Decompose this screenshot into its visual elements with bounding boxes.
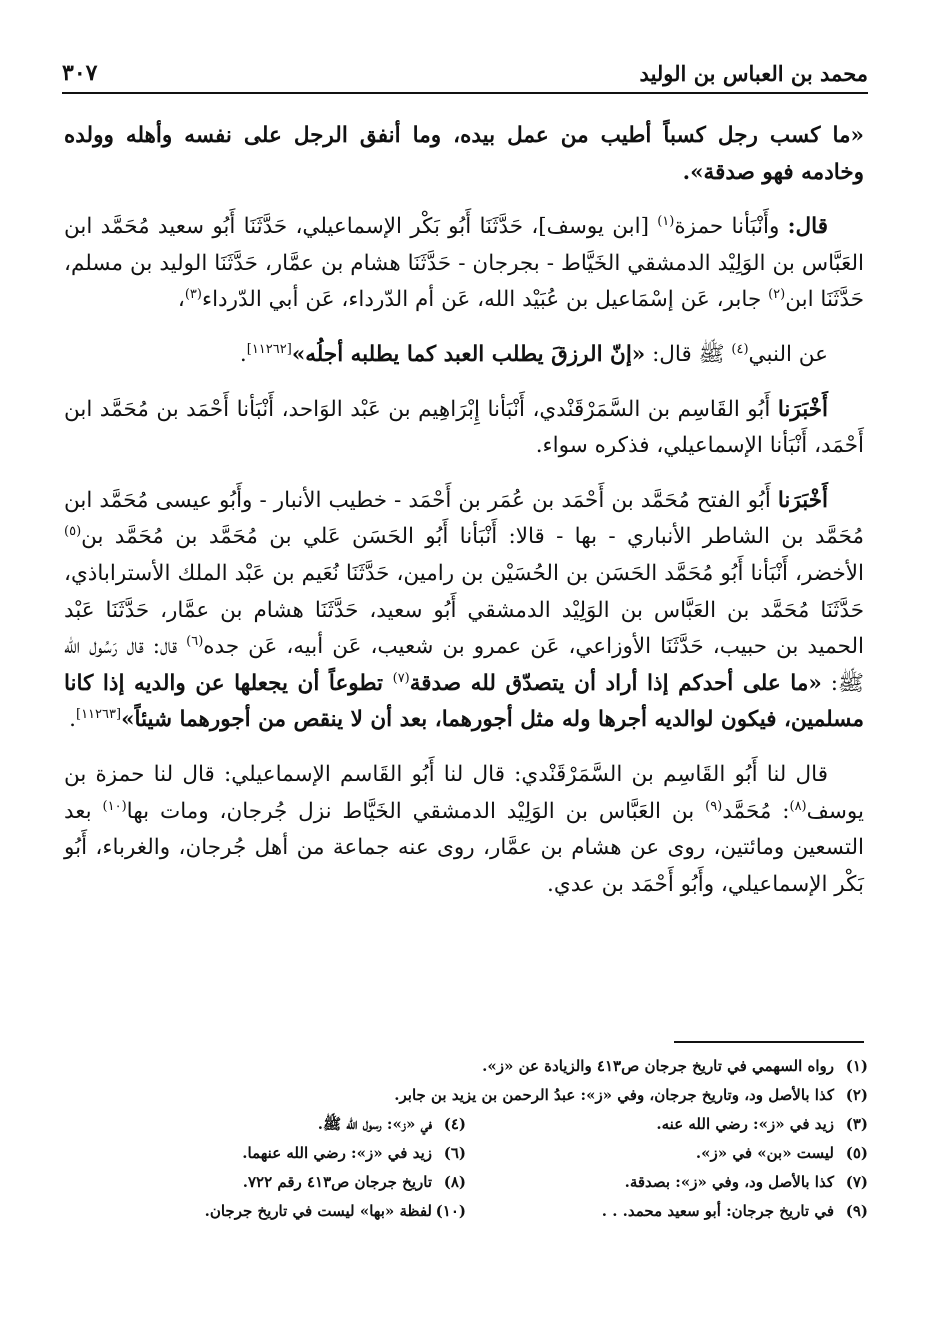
page-header [62,52,868,94]
text-span: جابر، عَن إسْمَاعيل بن عُبَيْد الله، عَن أم الدّرداء، عَن أبي الدّرداء [201,287,769,313]
footnote-ref[interactable]: (٢) [768,287,786,303]
footnote-text: في تاريخ جرجان: أبو سعيد محمد. . . [601,1202,834,1220]
footnote-separator [674,1041,864,1043]
paragraph-biography [64,757,864,903]
footnote-ref[interactable]: (٣) [184,287,202,303]
lead-word: قال: [787,214,828,240]
text-span: بعد التسعين ومائتين، روى عن هشام بن عمَّار، روى عنه جماعة من أهل جُرجان، والغرباء، أَبُو بَكْر الإسماعيلي، وأَبُو أَحْمَد بن عدي. [64,798,864,897]
footnote-row [64,1168,868,1197]
text-span: أَبُو القَاسِم بن السَّمَرْقَنْدي، أَنْبَأنا إِبْرَاهِيم بن عَبْد الوَاحد، أَنْبَأنا أَحْمَد بن مُحَمَّد ابن أَحْمَد، أَنْبَأنا الإسماعيلي، فذكره سواء. [64,396,864,459]
footnote-text: ليست «بن» في «ز». [695,1144,834,1162]
page-number: ٣٠٧ [62,60,98,86]
footnote-number: (٧) [845,1173,868,1191]
running-title: محمد بن العباس بن الوليد [639,61,868,86]
footnote-number: (١٠) [435,1202,466,1220]
footnote-text: زيد في «ز»: رضي الله عنهما. [242,1144,432,1162]
footnote-number: (١) [845,1057,868,1075]
footnote-number: (٦) [443,1144,466,1162]
text-span: عن النبي [748,341,828,367]
footnote-text: لفظة «بها» ليست في تاريخ جرجان. [204,1202,432,1220]
footnote-number: (٤) [443,1115,466,1133]
text-span: [ابن يوسف]، حَدَّثَنَا أَبُو بَكْر الإسماعيلي، حَدَّثَنَا أَبُو سعيد مُحَمَّد ابن العَبَّاس بن الوَلِيْد الدمشقي الخَيَّاط - بجرجان - حَدَّثَنَا هشام بن عمَّار، حَدَّثَنَا الوليد بن مسلم، حَدَّثَنَا ابن [64,214,864,313]
hadith-number: [١١٢٦٢] [246,341,292,357]
text-span: . [239,341,247,367]
footnote-ref[interactable]: (١٠) [102,798,127,814]
footnote-10 [64,1197,466,1226]
main-text [64,118,864,921]
hadith-number: [١١٢٦٣] [76,707,122,723]
footnotes [64,1052,868,1226]
footnote-ref[interactable]: (٤) [731,341,749,357]
footnote-9 [466,1197,868,1226]
text-span: وأَنْبَأنا حمزة [674,214,788,240]
footnote-ref[interactable]: (٦) [186,633,204,649]
footnote-text: كذا بالأصل ود، وتاريخ جرجان، وفي «ز»: عبدُ الرحمن بن يزيد بن جابر. [394,1086,834,1104]
lead-word: أَخْبَرَنا [777,396,828,422]
paragraph-isnad-2 [64,392,864,465]
footnote-6 [64,1139,466,1168]
footnote-number: (٢) [845,1086,868,1104]
footnote-text: كذا بالأصل ود، وفي «ز»: بصدقة. [624,1173,834,1191]
footnote-5 [466,1139,868,1168]
text-span: : مُحَمَّد [722,798,790,824]
footnote-text: تاريخ جرجان ص٤١٣ رقم ٧٢٢. [242,1173,432,1191]
footnote-ref[interactable]: (٩) [705,798,723,814]
footnote-text: في «ز»: رسول الله ﷺ. [317,1115,432,1133]
footnote-4 [64,1110,466,1139]
footnote-2 [64,1081,868,1110]
footnote-8 [64,1168,466,1197]
hadith-quote: تطوعاً أن يجعلها عن والديه إذا كانا مسلمين، فيكون لوالديه أجرها وله مثل أجورهما، بعد أن لا ينقص من أجورهما شيئاً» [64,670,864,733]
footnote-ref[interactable]: (٧) [392,670,410,686]
text-span: الأخضر، أَنْبَأنا أَبُو مُحَمَّد الحَسَن بن الحُسَيْن بن رامين، حَدَّثَنَا نُعَيم بن عَبْد الملك الأستراباذي، حَدَّثَنَا مُحَمَّد بن العَبَّاس بن الوَلِيْد الدمشقي أَبُو سعيد، حَدَّثَنَا هشام بن عمَّار، حَدَّثَنَا عَبْد الحميد بن حبيب، حَدَّثَنَا الأوزاعي، عَن عمرو بن شعيب، عَن أبيه، عَن جده [64,560,864,660]
footnote-text: رواه السهمي في تاريخ جرجان ص٤١٣ والزيادة عن «ز». [482,1057,834,1075]
footnote-number: (٥) [845,1144,868,1162]
text-span: قال: قال رَسُول الله ﷺ: [64,634,864,696]
footnote-text: زيد في «ز»: رضي الله عنه. [656,1115,834,1133]
paragraph-isnad-3 [64,483,864,739]
lead-word: أَخْبَرَنا [777,487,828,513]
paragraph-hadith-quote: «ما كسب رجل كسباً أطيب من عمل بيده، وما أنفق الرجل على نفسه وأهله وولده وخادمه فهو صدقة». [64,123,864,185]
footnote-ref[interactable]: (١) [657,214,675,230]
footnote-row [64,1139,868,1168]
footnote-ref[interactable]: (٥) [64,524,82,540]
footnote-number: (٨) [443,1173,466,1191]
text-span: أَبُو الفتح مُحَمَّد بن أَحْمَد بن عُمَر بن أَحْمَد - خطيب الأنبار - وأَبُو عيسى مُحَمَّد ابن مُحَمَّد بن الشاطر الأنباري - بها - قالا: أَنْبَأنا أَبُو الحَسَن عَلي بن مُحَمَّد بن مُحَمَّد بن [64,487,864,550]
text-span: . [69,707,76,733]
paragraph-matn-1 [64,337,864,374]
footnote-row [64,1110,868,1139]
text-span: قال لنا أَبُو القَاسِم بن السَّمَرْقَنْدي: قال لنا أَبُو القَاسم الإسماعيلي: قال لنا حمزة بن يوسف [64,761,864,824]
hadith-quote: «ما على أحدكم إذا أراد أن يتصدّق لله صدقة [409,670,822,696]
text-span: ، [177,287,185,313]
footnote-row [64,1197,868,1226]
footnote-number: (٩) [845,1202,868,1220]
text-span: ﷺ قال: [645,341,732,367]
footnote-3 [466,1110,868,1139]
text-span: بن العَبَّاس بن الوَلِيْد الدمشقي الخَيَّاط نزل جُرجان، ومات بها [126,798,706,824]
footnote-number: (٣) [845,1115,868,1133]
paragraph-isnad-1 [64,209,864,319]
footnote-ref[interactable]: (٨) [789,798,807,814]
footnote-7 [466,1168,868,1197]
hadith-quote: «إنّ الرزقَ يطلب العبد كما يطلبه أجلُه» [291,341,646,367]
footnote-1 [64,1052,868,1081]
